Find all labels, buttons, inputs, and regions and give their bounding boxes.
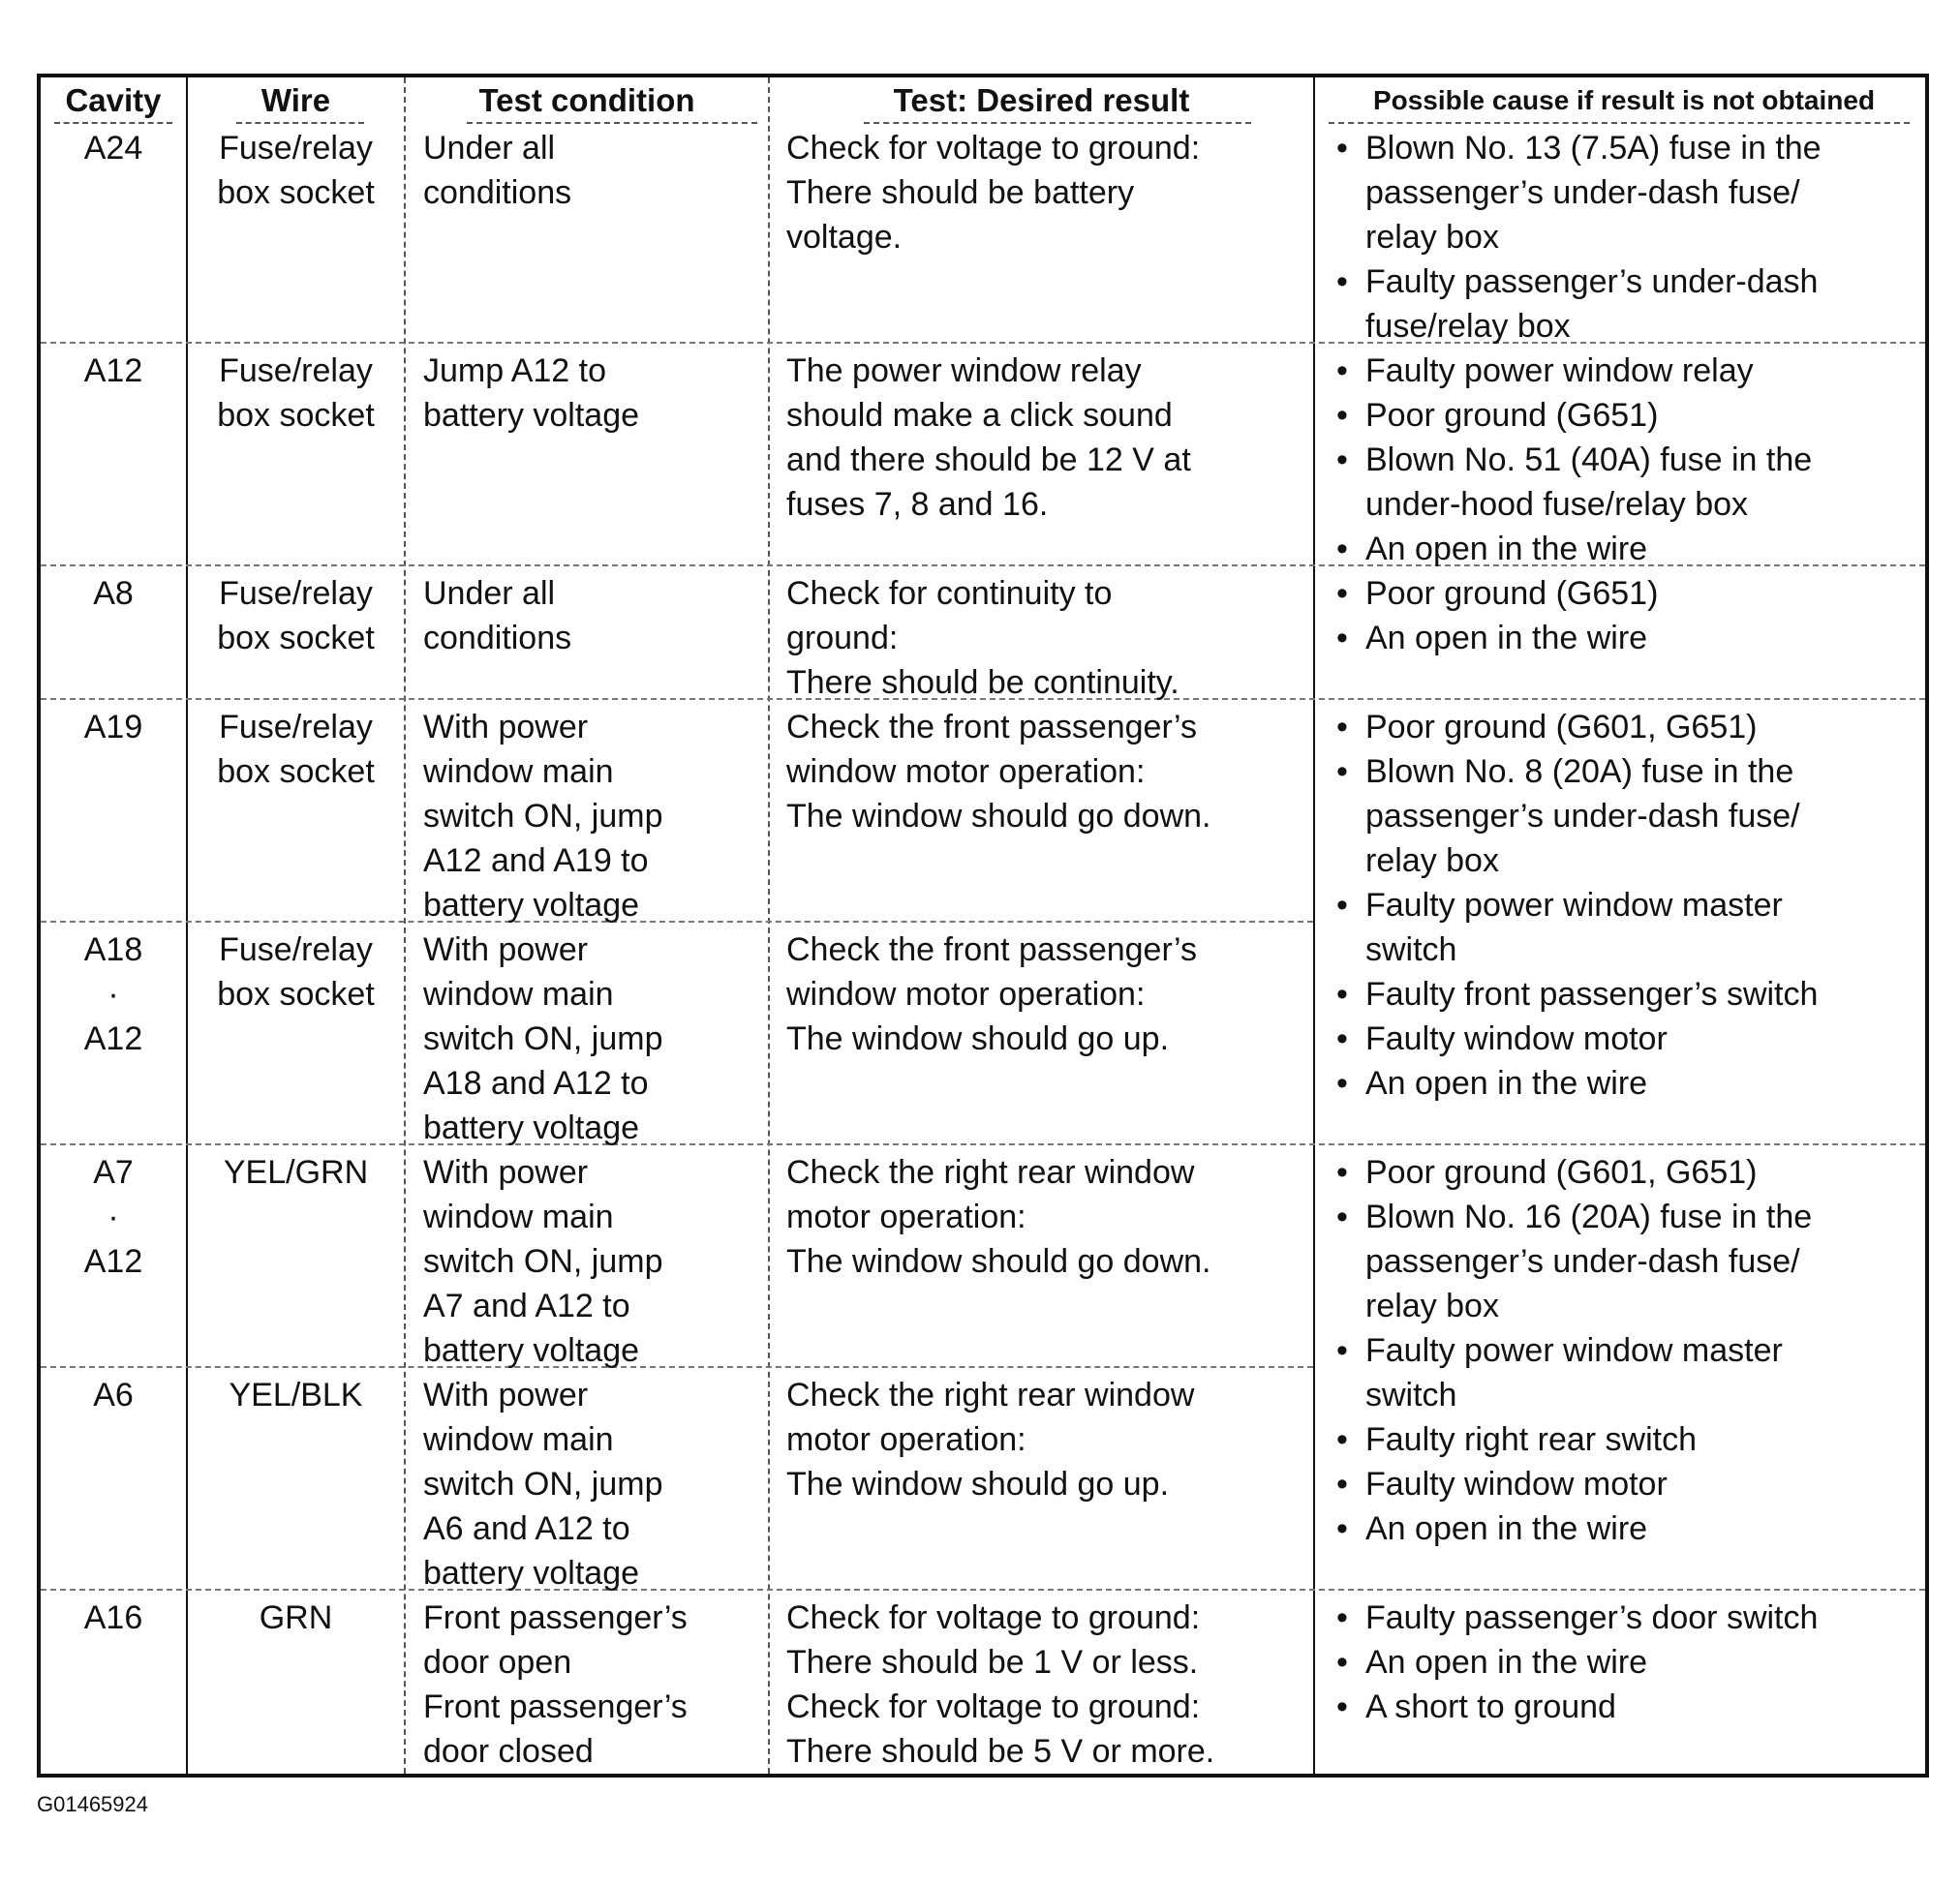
header-test-condition: Test condition — [478, 82, 695, 118]
wire-cell: Fuse/relay box socket — [217, 575, 375, 656]
wire-cell: YEL/GRN — [223, 1154, 369, 1191]
result-cell: Check for voltage to ground: There should be battery voltage. — [786, 130, 1201, 256]
column-divider — [768, 77, 770, 1774]
list-item: • Blown No. 16 (20A) fuse in the passenger’s under-dash fuse/ relay box — [1332, 1195, 1812, 1328]
row-separator — [41, 1143, 1925, 1145]
list-item: • Poor ground (G651) — [1332, 393, 1812, 438]
header-rule — [236, 122, 364, 124]
list-item: • Poor ground (G651) — [1332, 571, 1658, 616]
header-wire: Wire — [260, 82, 331, 118]
cavity-cell: A12 — [83, 352, 143, 389]
column-divider — [1313, 77, 1315, 1774]
cause-list — [1332, 705, 1818, 1106]
wire-cell: Fuse/relay box socket — [217, 352, 375, 434]
row-separator — [41, 1366, 1313, 1368]
condition-cell: With power window main switch ON, jump A6 and A12 to battery voltage — [423, 1377, 663, 1592]
cavity-cell: A18 · A12 — [83, 931, 143, 1057]
cause-list — [1332, 1596, 1818, 1729]
wire-cell: GRN — [259, 1599, 333, 1636]
cause-list — [1332, 1150, 1812, 1551]
header-possible-cause: Possible cause if result is not obtained — [1372, 85, 1876, 115]
list-item: • Faulty power window master switch — [1332, 883, 1818, 972]
list-item: • Blown No. 8 (20A) fuse in the passenger’s under-dash fuse/ relay box — [1332, 749, 1818, 883]
list-item: • An open in the wire — [1332, 527, 1812, 571]
list-item: • Poor ground (G601, G651) — [1332, 1150, 1812, 1195]
list-item: • An open in the wire — [1332, 1061, 1818, 1106]
column-divider — [404, 77, 406, 1774]
header-desired-result: Test: Desired result — [893, 82, 1190, 118]
list-item: • Faulty right rear switch — [1332, 1417, 1812, 1462]
diagnostic-table — [37, 74, 1929, 1778]
header-rule — [467, 122, 757, 124]
result-cell: Check for voltage to ground: There should be 1 V or less. Check for voltage to ground: There should be 5 V or more. — [786, 1599, 1215, 1770]
wire-cell: Fuse/relay box socket — [217, 130, 375, 211]
result-cell: Check for continuity to ground: There should be continuity. — [786, 575, 1179, 701]
result-cell: Check the front passenger’s window motor operation: The window should go up. — [786, 931, 1197, 1057]
condition-cell: Under all conditions — [423, 575, 572, 656]
cavity-cell: A19 — [83, 709, 143, 745]
list-item: • Faulty passenger’s under-dash fuse/relay box — [1332, 259, 1822, 349]
condition-cell: With power window main switch ON, jump A12 and A19 to battery voltage — [423, 709, 663, 924]
list-item: • Blown No. 51 (40A) fuse in the under-hood fuse/relay box — [1332, 438, 1812, 527]
header-rule — [54, 122, 172, 124]
result-cell: Check the right rear window motor operation: The window should go up. — [786, 1377, 1195, 1503]
cause-list — [1332, 349, 1812, 571]
list-item: • Blown No. 13 (7.5A) fuse in the passenger’s under-dash fuse/ relay box — [1332, 126, 1822, 259]
condition-cell: Under all conditions — [423, 130, 572, 211]
cause-list — [1332, 126, 1822, 349]
list-item: • Faulty window motor — [1332, 1017, 1818, 1061]
result-cell: Check the right rear window motor operation: The window should go down. — [786, 1154, 1211, 1280]
list-item: • A short to ground — [1332, 1685, 1818, 1729]
list-item: • Faulty power window relay — [1332, 349, 1812, 393]
header-rule — [1329, 122, 1910, 124]
wire-cell: Fuse/relay box socket — [217, 709, 375, 790]
list-item: • An open in the wire — [1332, 1640, 1818, 1685]
wire-cell: Fuse/relay box socket — [217, 931, 375, 1013]
condition-cell: Front passenger’s door open Front passenger’s door closed — [423, 1599, 688, 1770]
result-cell: The power window relay should make a click sound and there should be 12 V at fuses 7, 8 and 16. — [786, 352, 1191, 523]
list-item: • Faulty front passenger’s switch — [1332, 972, 1818, 1017]
condition-cell: Jump A12 to battery voltage — [423, 352, 640, 434]
list-item: • An open in the wire — [1332, 616, 1658, 660]
cavity-cell: A8 — [93, 575, 134, 612]
cavity-cell: A6 — [93, 1377, 134, 1414]
list-item: • An open in the wire — [1332, 1506, 1812, 1551]
header-rule — [864, 122, 1251, 124]
cavity-cell: A16 — [83, 1599, 143, 1636]
list-item: • Faulty passenger’s door switch — [1332, 1596, 1818, 1640]
result-cell: Check the front passenger’s window motor operation: The window should go down. — [786, 709, 1211, 835]
condition-cell: With power window main switch ON, jump A18 and A12 to battery voltage — [423, 931, 663, 1146]
list-item: • Poor ground (G601, G651) — [1332, 705, 1818, 749]
header-cavity: Cavity — [65, 82, 162, 118]
row-separator — [41, 1589, 1925, 1591]
figure-id: G01465924 — [37, 1792, 148, 1816]
column-divider — [186, 77, 188, 1774]
cavity-cell: A7 · A12 — [83, 1154, 143, 1280]
row-separator — [41, 921, 1313, 923]
wire-cell: YEL/BLK — [229, 1377, 363, 1414]
list-item: • Faulty window motor — [1332, 1462, 1812, 1506]
cause-list — [1332, 571, 1658, 660]
condition-cell: With power window main switch ON, jump A7 and A12 to battery voltage — [423, 1154, 663, 1369]
list-item: • Faulty power window master switch — [1332, 1328, 1812, 1417]
cavity-cell: A24 — [83, 130, 143, 167]
